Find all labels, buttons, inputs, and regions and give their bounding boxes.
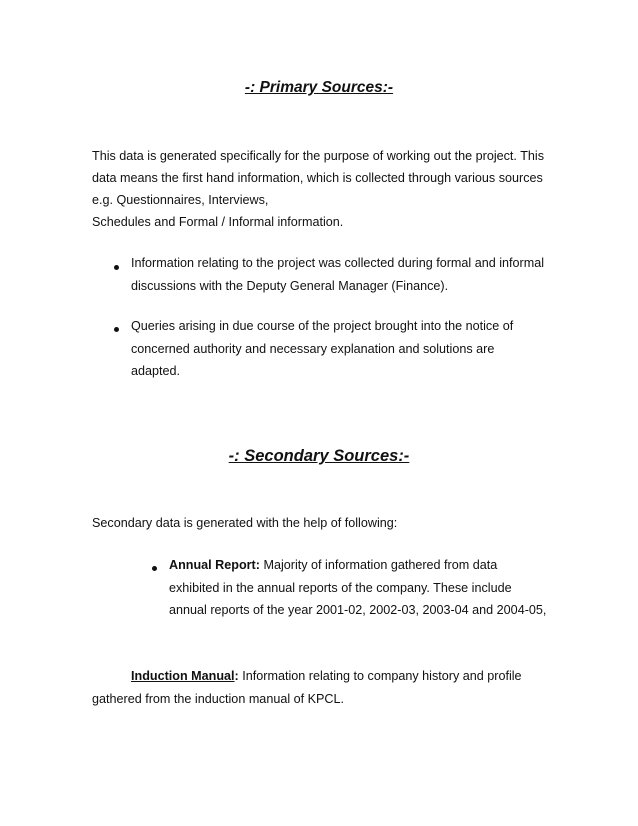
induction-manual-colon: : bbox=[234, 669, 239, 683]
induction-manual-paragraph bbox=[92, 665, 522, 711]
induction-manual-line bbox=[92, 665, 522, 688]
induction-manual-label: Induction Manual bbox=[131, 669, 235, 683]
bullet-dot-icon bbox=[152, 566, 157, 571]
bullet-line: discussions with the Deputy General Manager (Finance). bbox=[131, 278, 449, 293]
bullet-line: concerned authority and necessary explanation and solutions are bbox=[131, 341, 495, 356]
induction-manual-text: Information relating to company history and profile bbox=[238, 669, 522, 683]
bullet-line: Information relating to the project was collected during formal and informal bbox=[131, 256, 545, 270]
secondary-intro: Secondary data is generated with the help of following: bbox=[92, 516, 398, 530]
induction-manual-line: gathered from the induction manual of KPCL. bbox=[92, 692, 345, 706]
primary-intro-line: data means the first hand information, which is collected through various sources bbox=[92, 171, 543, 185]
annual-report-label: Annual Report: bbox=[169, 558, 260, 572]
primary-intro-line: e.g. Questionnaires, Interviews, bbox=[92, 193, 269, 207]
annual-report-line bbox=[169, 554, 546, 577]
bullet-line: adapted. bbox=[131, 364, 181, 378]
primary-intro-line: Schedules and Formal / Informal information. bbox=[92, 215, 344, 229]
annual-report-line: annual reports of the year 2001-02, 2002-03, 2003-04 and 2004-05, bbox=[169, 603, 547, 617]
primary-intro-paragraph bbox=[92, 145, 544, 233]
primary-bullet-2 bbox=[131, 315, 513, 383]
bullet-dot-icon bbox=[114, 265, 119, 270]
primary-intro-line: This data is generated specifically for the purpose of working out the project. This bbox=[92, 149, 544, 163]
secondary-sources-heading: -: Secondary Sources:- bbox=[228, 447, 410, 465]
bullet-line: Queries arising in due course of the project brought into the notice of bbox=[131, 319, 514, 333]
primary-sources-heading: -: Primary Sources:- bbox=[244, 79, 394, 96]
bullet-dot-icon bbox=[114, 327, 119, 332]
annual-report-line: exhibited in the annual reports of the company. These include bbox=[169, 580, 512, 595]
annual-report-item bbox=[169, 554, 546, 622]
annual-report-text: Majority of information gathered from data bbox=[259, 558, 498, 572]
primary-bullet-1 bbox=[131, 252, 544, 297]
